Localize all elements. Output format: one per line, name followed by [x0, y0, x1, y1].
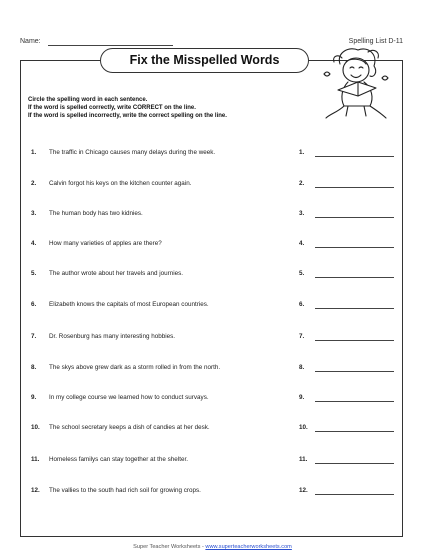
- footer-brand: Super Teacher Worksheets: [133, 544, 201, 550]
- question-number: 12.: [31, 487, 40, 494]
- question-sentence[interactable]: The author wrote about her travels and journies.: [49, 270, 184, 277]
- answer-line[interactable]: [315, 156, 394, 157]
- answer-number: 11.: [299, 456, 308, 463]
- answer-number: 10.: [299, 424, 308, 431]
- answer-number: 9.: [299, 394, 305, 401]
- question-item: [0, 301, 425, 313]
- answer-line[interactable]: [315, 247, 394, 248]
- question-number: 8.: [31, 364, 37, 371]
- answer-line[interactable]: [315, 187, 394, 188]
- answer-line[interactable]: [315, 217, 394, 218]
- question-item: [0, 180, 425, 192]
- question-sentence[interactable]: Homeless familys can stay together at the shelter.: [49, 456, 188, 463]
- question-sentence[interactable]: In my college course we learned how to conduct survays.: [49, 394, 209, 401]
- answer-line[interactable]: [315, 494, 394, 495]
- question-sentence[interactable]: Calvin forgot his keys on the kitchen counter again.: [49, 180, 192, 187]
- question-number: 9.: [31, 394, 37, 401]
- answer-line[interactable]: [315, 463, 394, 464]
- answer-line[interactable]: [315, 371, 394, 372]
- answer-number: 3.: [299, 210, 305, 217]
- question-sentence[interactable]: The skys above grew dark as a storm rolled in from the north.: [49, 364, 221, 371]
- question-number: 3.: [31, 210, 37, 217]
- instruction-line: If the word is spelled correctly, write CORRECT on the line.: [28, 105, 196, 112]
- question-number: 7.: [31, 333, 37, 340]
- question-number: 6.: [31, 301, 37, 308]
- answer-line[interactable]: [315, 431, 394, 432]
- question-sentence[interactable]: Elizabeth knows the capitals of most European countries.: [49, 301, 209, 308]
- question-item: [0, 487, 425, 499]
- spelling-list-id: Spelling List D-11: [348, 38, 403, 45]
- question-item: [0, 424, 425, 436]
- worksheet-title: Fix the Misspelled Words: [100, 48, 309, 73]
- question-sentence[interactable]: Dr. Rosenburg has many interesting hobbies.: [49, 333, 176, 340]
- question-number: 2.: [31, 180, 37, 187]
- question-number: 11.: [31, 456, 40, 463]
- question-number: 1.: [31, 149, 37, 156]
- answer-line[interactable]: [315, 277, 394, 278]
- name-label: Name:: [20, 38, 41, 45]
- answer-number: 5.: [299, 270, 305, 277]
- question-item: [0, 149, 425, 161]
- instruction-line: Circle the spelling word in each sentence.: [28, 97, 148, 103]
- question-number: 5.: [31, 270, 37, 277]
- answer-line[interactable]: [315, 401, 394, 402]
- question-item: [0, 394, 425, 406]
- answer-number: 8.: [299, 364, 305, 371]
- question-item: [0, 210, 425, 222]
- answer-number: 1.: [299, 149, 305, 156]
- footer-link[interactable]: www.superteacherworksheets.com: [205, 544, 292, 550]
- question-sentence[interactable]: The traffic in Chicago causes many delays during the week.: [49, 149, 216, 156]
- question-item: [0, 364, 425, 376]
- answer-number: 12.: [299, 487, 308, 494]
- question-item: [0, 333, 425, 345]
- instructions: [28, 96, 358, 121]
- question-number: 10.: [31, 424, 40, 431]
- question-sentence[interactable]: The human body has two kidnies.: [49, 210, 143, 217]
- question-sentence[interactable]: The school secretary keeps a dish of candies at her desk.: [49, 424, 210, 431]
- question-item: [0, 456, 425, 468]
- answer-number: 4.: [299, 240, 305, 247]
- name-line[interactable]: [48, 45, 173, 46]
- page-footer: [0, 544, 425, 550]
- answer-number: 6.: [299, 301, 305, 308]
- question-item: [0, 240, 425, 252]
- footer-separator: -: [201, 544, 204, 550]
- question-number: 4.: [31, 240, 37, 247]
- answer-number: 2.: [299, 180, 305, 187]
- answer-line[interactable]: [315, 340, 394, 341]
- instruction-line: If the word is spelled incorrectly, write the correct spelling on the line.: [28, 113, 227, 120]
- question-item: [0, 270, 425, 282]
- question-sentence[interactable]: The vallies to the south had rich soil for growing crops.: [49, 487, 201, 494]
- question-sentence[interactable]: How many varieties of apples are there?: [49, 240, 162, 247]
- answer-number: 7.: [299, 333, 305, 340]
- answer-line[interactable]: [315, 308, 394, 309]
